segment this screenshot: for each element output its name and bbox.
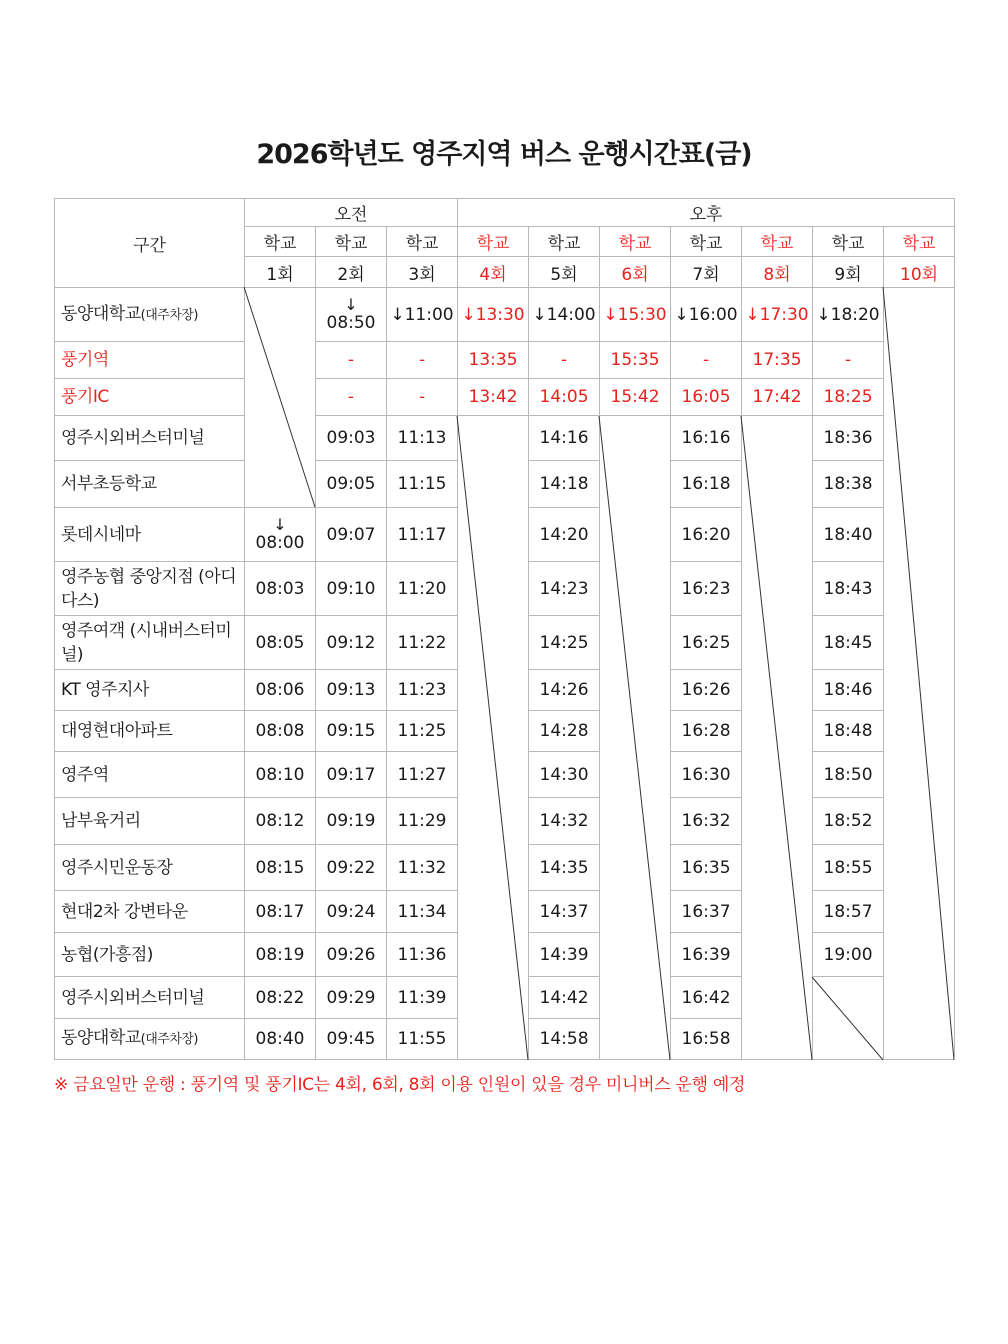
time-cell: 18:57 — [813, 891, 884, 933]
origin-3: 학교 — [387, 227, 458, 257]
am-header: 오전 — [245, 199, 458, 227]
stop-name: KT 영주지사 — [55, 670, 245, 711]
run-10: 10회 — [884, 257, 955, 288]
stop-name: 풍기IC — [55, 379, 245, 416]
table-row — [55, 416, 955, 461]
stop-name: 영주농협 중앙지점 (아디다스) — [55, 562, 245, 616]
time-cell: 09:10 — [316, 562, 387, 616]
time-cell: 08:06 — [245, 670, 316, 711]
pm-header: 오후 — [458, 199, 955, 227]
time-cell: 11:39 — [387, 977, 458, 1019]
time-cell: 13:42 — [458, 379, 529, 416]
time-cell: 18:40 — [813, 508, 884, 562]
time-cell: 11:17 — [387, 508, 458, 562]
time-cell: 14:42 — [529, 977, 600, 1019]
section-header: 구간 — [55, 199, 245, 288]
table-row — [55, 342, 955, 379]
time-cell: 08:17 — [245, 891, 316, 933]
time-cell: ↓16:00 — [671, 288, 742, 342]
stop-name: 풍기역 — [55, 342, 245, 379]
time-cell: 14:20 — [529, 508, 600, 562]
time-cell: 09:24 — [316, 891, 387, 933]
stop-name: 서부초등학교 — [55, 461, 245, 508]
origin-8: 학교 — [742, 227, 813, 257]
time-cell: 09:22 — [316, 845, 387, 891]
time-cell: 17:42 — [742, 379, 813, 416]
stop-name: 영주역 — [55, 752, 245, 798]
time-cell: 08:40 — [245, 1019, 316, 1060]
run1-no-service — [245, 288, 316, 508]
time-cell: 14:58 — [529, 1019, 600, 1060]
time-cell: 09:13 — [316, 670, 387, 711]
time-cell: 18:46 — [813, 670, 884, 711]
time-cell: 16:18 — [671, 461, 742, 508]
stop-name: 현대2차 강변타운 — [55, 891, 245, 933]
time-cell: 14:35 — [529, 845, 600, 891]
run10-diagonal — [884, 288, 955, 1060]
time-cell: 11:34 — [387, 891, 458, 933]
time-cell: 11:29 — [387, 798, 458, 845]
time-cell: 16:20 — [671, 508, 742, 562]
time-cell: 09:15 — [316, 711, 387, 752]
stop-name: 남부육거리 — [55, 798, 245, 845]
time-cell: 14:39 — [529, 933, 600, 977]
time-cell: 14:30 — [529, 752, 600, 798]
time-cell: 09:19 — [316, 798, 387, 845]
time-cell: 19:00 — [813, 933, 884, 977]
time-cell: 14:32 — [529, 798, 600, 845]
time-cell: 18:52 — [813, 798, 884, 845]
time-cell: 17:35 — [742, 342, 813, 379]
time-cell: 16:05 — [671, 379, 742, 416]
time-cell: - — [387, 379, 458, 416]
time-cell: 16:58 — [671, 1019, 742, 1060]
run-8: 8회 — [742, 257, 813, 288]
time-cell: 18:55 — [813, 845, 884, 891]
time-cell: - — [813, 342, 884, 379]
time-cell: 14:28 — [529, 711, 600, 752]
time-cell: ↓15:30 — [600, 288, 671, 342]
stop-name: 영주시민운동장 — [55, 845, 245, 891]
stop-name: 롯데시네마 — [55, 508, 245, 562]
time-cell: 11:55 — [387, 1019, 458, 1060]
time-cell: 14:37 — [529, 891, 600, 933]
time-cell: 16:30 — [671, 752, 742, 798]
time-cell: 08:08 — [245, 711, 316, 752]
run-9: 9회 — [813, 257, 884, 288]
time-cell: - — [316, 342, 387, 379]
table-row — [55, 288, 955, 342]
time-cell: 09:05 — [316, 461, 387, 508]
stop-name: 영주시외버스터미널 — [55, 977, 245, 1019]
time-cell: ↓11:00 — [387, 288, 458, 342]
time-cell: 13:35 — [458, 342, 529, 379]
time-cell: 16:25 — [671, 616, 742, 670]
stop-name: 대영현대아파트 — [55, 711, 245, 752]
time-cell: 16:37 — [671, 891, 742, 933]
stop-name: 동양대학교(대주차장) — [55, 1019, 245, 1060]
run-4: 4회 — [458, 257, 529, 288]
origin-9: 학교 — [813, 227, 884, 257]
time-cell: 18:50 — [813, 752, 884, 798]
run-2: 2회 — [316, 257, 387, 288]
time-cell: 09:17 — [316, 752, 387, 798]
time-cell: 14:05 — [529, 379, 600, 416]
time-cell: 16:23 — [671, 562, 742, 616]
run-1: 1회 — [245, 257, 316, 288]
run8-diagonal — [742, 416, 813, 1060]
origin-10: 학교 — [884, 227, 955, 257]
table-row — [55, 379, 955, 416]
time-cell: 18:36 — [813, 416, 884, 461]
time-cell: 08:19 — [245, 933, 316, 977]
time-cell: ↓17:30 — [742, 288, 813, 342]
footnote: ※ 금요일만 운행 : 풍기역 및 풍기IC는 4회, 6회, 8회 이용 인원이 있을 경우 미니버스 운행 예정 — [54, 1075, 746, 1095]
origin-6: 학교 — [600, 227, 671, 257]
time-cell: 08:15 — [245, 845, 316, 891]
time-cell: 16:39 — [671, 933, 742, 977]
time-cell: 08:22 — [245, 977, 316, 1019]
time-cell: 09:12 — [316, 616, 387, 670]
time-cell: 11:13 — [387, 416, 458, 461]
stop-name: 영주시외버스터미널 — [55, 416, 245, 461]
time-cell: 08:10 — [245, 752, 316, 798]
time-cell: 16:32 — [671, 798, 742, 845]
page-title: 2026학년도 영주지역 버스 운행시간표(금) — [256, 139, 752, 170]
time-cell: ↓ 08:00 — [245, 508, 316, 562]
time-cell: 09:26 — [316, 933, 387, 977]
run6-diagonal — [600, 416, 671, 1060]
run4-diagonal — [458, 416, 529, 1060]
time-cell: - — [387, 342, 458, 379]
time-cell: 11:15 — [387, 461, 458, 508]
time-cell: 11:22 — [387, 616, 458, 670]
time-cell: 15:35 — [600, 342, 671, 379]
time-cell: 18:45 — [813, 616, 884, 670]
time-cell: 18:43 — [813, 562, 884, 616]
time-cell: - — [316, 379, 387, 416]
time-cell: 08:05 — [245, 616, 316, 670]
run-5: 5회 — [529, 257, 600, 288]
time-cell: - — [529, 342, 600, 379]
stop-name: 동양대학교(대주차장) — [55, 288, 245, 342]
origin-4: 학교 — [458, 227, 529, 257]
time-cell: 18:38 — [813, 461, 884, 508]
time-cell: 16:28 — [671, 711, 742, 752]
time-cell: 08:12 — [245, 798, 316, 845]
time-cell: ↓14:00 — [529, 288, 600, 342]
time-cell: 11:32 — [387, 845, 458, 891]
time-cell: 14:18 — [529, 461, 600, 508]
stop-name: 영주여객 (시내버스터미널) — [55, 616, 245, 670]
time-cell: - — [671, 342, 742, 379]
time-cell: 09:29 — [316, 977, 387, 1019]
origin-1: 학교 — [245, 227, 316, 257]
time-cell: 14:16 — [529, 416, 600, 461]
time-cell: 15:42 — [600, 379, 671, 416]
origin-7: 학교 — [671, 227, 742, 257]
time-cell: ↓13:30 — [458, 288, 529, 342]
time-cell: 11:25 — [387, 711, 458, 752]
time-cell: 08:03 — [245, 562, 316, 616]
run-3: 3회 — [387, 257, 458, 288]
run-7: 7회 — [671, 257, 742, 288]
stop-name: 농협(가흥점) — [55, 933, 245, 977]
time-cell: 14:23 — [529, 562, 600, 616]
time-cell: 16:42 — [671, 977, 742, 1019]
run-6: 6회 — [600, 257, 671, 288]
time-cell: 18:48 — [813, 711, 884, 752]
time-cell: 16:26 — [671, 670, 742, 711]
time-cell: 11:23 — [387, 670, 458, 711]
time-cell: 09:45 — [316, 1019, 387, 1060]
time-cell: 14:26 — [529, 670, 600, 711]
time-cell: 11:36 — [387, 933, 458, 977]
time-cell: ↓18:20 — [813, 288, 884, 342]
time-cell: 16:16 — [671, 416, 742, 461]
time-cell: 09:03 — [316, 416, 387, 461]
origin-2: 학교 — [316, 227, 387, 257]
origin-5: 학교 — [529, 227, 600, 257]
time-cell: ↓ 08:50 — [316, 288, 387, 342]
time-cell: 16:35 — [671, 845, 742, 891]
bus-timetable — [54, 198, 954, 1060]
time-cell: 18:25 — [813, 379, 884, 416]
time-cell: 09:07 — [316, 508, 387, 562]
time-cell: 11:20 — [387, 562, 458, 616]
time-cell: 14:25 — [529, 616, 600, 670]
run9-end-diagonal — [813, 977, 884, 1060]
time-cell: 11:27 — [387, 752, 458, 798]
